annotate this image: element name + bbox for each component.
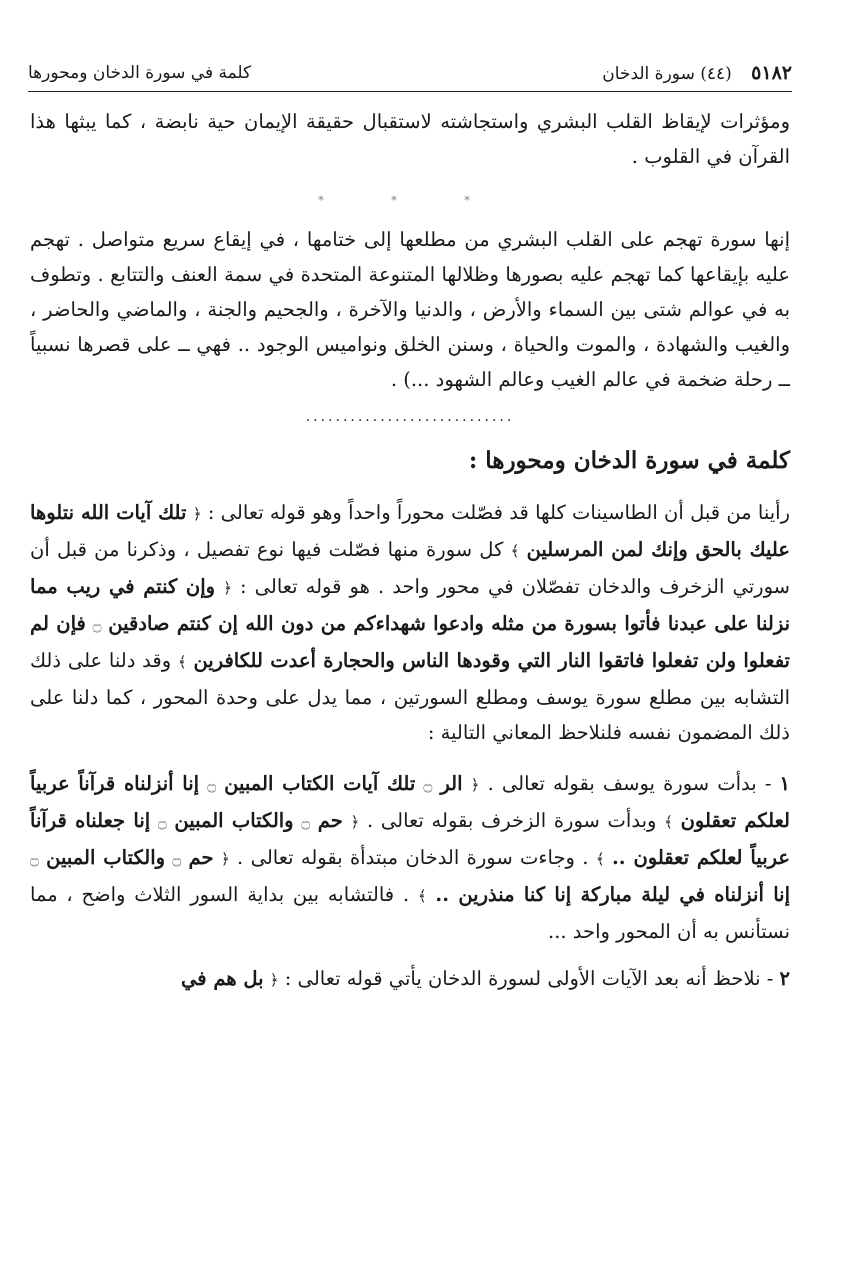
verse-separator: ۝ <box>207 776 216 794</box>
header-divider <box>28 91 792 92</box>
item-number: ١ <box>779 772 791 795</box>
quran-verse: حم <box>188 846 214 869</box>
page-number: ٥١٨٢ <box>751 62 792 84</box>
verse-separator: ۝ <box>301 813 311 831</box>
text-span: وقد دلنا على ذلك التشابه بين مطلع سورة يوسف ومطلع السورتين ، مما يدل على وحدة المحور ، كما دلنا على ذلك المضمون نفسه فلنلاحظ المعاني التالية : <box>30 649 790 744</box>
verse-separator: ۝ <box>30 850 39 868</box>
quran-bracket-close: ﴾ <box>177 653 187 671</box>
intro-paragraph: إنها سورة تهجم على القلب البشري من مطلعها إلى ختامها ، في إيقاع سريع متواصل . تهجم عليه بإيقاعها كما تهجم عليه بصورها وظلالها المتنوعة المتحدة في سمة العنف والتتابع . وتطوف به في عوالم شتى بين السماء والأرض ، والدنيا والآخرة ، والجحيم والجنة ، والماضي والحاضر ، والغيب والشهادة ، والموت والحياة ، وسنن الخلق ونواميس الوجود .. فهي ــ على قصرها نسبياً ــ رحلة ضخمة في عالم الغيب وعالم الشهود ...) . <box>30 228 790 391</box>
quran-verse: والكتاب المبين <box>46 846 166 869</box>
quran-verse: وإن كنتم في ريب مما نزلنا على عبدنا فأتوا بسورة من مثله وادعوا شهداءكم من دون الله إن كنتم صادقين <box>30 575 791 635</box>
paragraph-1 <box>30 495 790 750</box>
verse-separator: ۝ <box>157 813 167 831</box>
text-span: - نلاحظ أنه بعد الآيات الأولى لسورة الدخان يأتي قوله تعالى : <box>278 967 780 990</box>
quran-verse: تلك آيات الكتاب المبين <box>224 772 416 795</box>
text-span: كل سورة منها فصّلت فيها نوع تفصيل ، وذكرنا من قبل أن سورتي الزخرف والدخان تفصّلان في محور واحد . هو قوله تعالى : <box>30 538 790 598</box>
quran-bracket-open: ﴿ <box>192 505 202 523</box>
item-number: ٢ <box>779 967 790 990</box>
quran-verse: إنا أنزلناه في ليلة مباركة إنا كنا منذرين .. <box>435 883 791 906</box>
quran-verse: حم <box>317 809 343 832</box>
header-right <box>602 62 792 84</box>
quran-verse: والكتاب المبين <box>174 809 294 832</box>
quran-bracket-close: ﴾ <box>664 813 673 831</box>
paragraph-2 <box>30 766 790 949</box>
quran-verse: الر <box>440 772 463 795</box>
text-span: وبدأت سورة الزخرف بقوله تعالى . <box>359 809 665 832</box>
running-header <box>28 58 792 88</box>
quran-bracket-close: ﴾ <box>595 850 605 868</box>
verse-separator: ۝ <box>92 616 102 634</box>
paragraph-3 <box>30 961 790 998</box>
quran-verse: فإن لم تفعلوا ولن تفعلوا فاتقوا النار التي وقودها الناس والحجارة أعدت للكافرين <box>30 612 790 672</box>
quran-verse: إنا أنزلناه قرآناً عربياً لعلكم تعقلون <box>30 772 790 832</box>
text-span: . وجاءت سورة الدخان مبتدأة بقوله تعالى . <box>229 846 596 869</box>
quran-verse: تلك آيات الله نتلوها عليك بالحق وإنك لمن المرسلين <box>30 501 790 561</box>
section-title: كلمة في سورة الدخان ومحورها : <box>468 447 790 474</box>
quran-verse: إنا جعلناه قرآناً عربياً لعلكم تعقلون .. <box>30 809 791 869</box>
quran-bracket-open: ﴿ <box>470 776 480 794</box>
quran-bracket-open: ﴿ <box>350 813 360 831</box>
verse-separator: ۝ <box>423 776 433 794</box>
chapter-title: كلمة في سورة الدخان ومحورها <box>28 63 252 83</box>
quran-bracket-open: ﴿ <box>223 579 232 597</box>
verse-separator: ۝ <box>172 850 182 868</box>
top-paragraph: ومؤثرات لإيقاظ القلب البشري واستجاشته لاستقبال حقيقة الإيمان حية نابضة ، كما يبثها هذا القرآن في القلوب . <box>30 110 790 168</box>
text-span: رأينا من قبل أن الطاسينات كلها قد فصّلت محوراً واحداً وهو قوله تعالى : <box>201 501 791 524</box>
text-span: - بدأت سورة يوسف بقوله تعالى . <box>479 772 780 795</box>
section-stars-separator: * * * <box>318 194 502 207</box>
surah-label: (٤٤) سورة الدخان <box>602 64 732 84</box>
quran-bracket-close: ﴾ <box>510 542 520 560</box>
quran-bracket-close: ﴾ <box>417 887 427 905</box>
page-body <box>30 104 790 998</box>
text-span: . فالتشابه بين بداية السور الثلاث واضح ، مما نستأنس به أن المحور واحد ... <box>30 883 790 943</box>
quran-bracket-open: ﴿ <box>269 971 279 989</box>
quran-bracket-open: ﴿ <box>220 850 230 868</box>
quran-verse: بل هم في <box>180 967 264 990</box>
dotted-separator: ............................ <box>305 409 515 425</box>
